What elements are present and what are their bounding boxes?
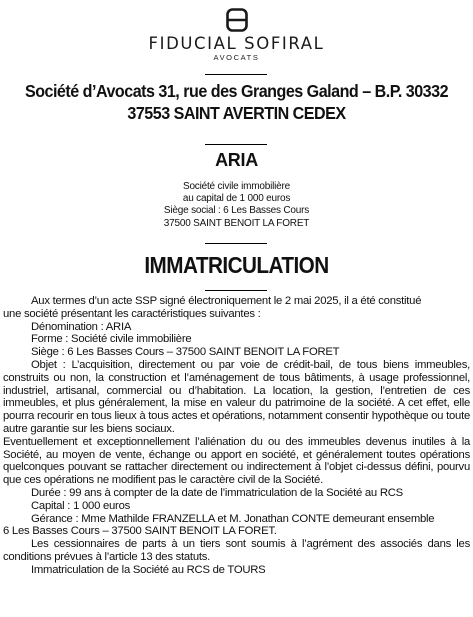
divider bbox=[205, 74, 267, 75]
company-capital: au capital de 1 000 euros bbox=[182, 193, 291, 205]
divider bbox=[205, 144, 267, 145]
notice-objet: Objet : L’acquisition, directement ou par voie de crédit-bail, de tous biens immeubles, construits ou non, la construction et l’aménagement de tous bâtiments, à usage professionnel, industriel, artisanal, commercial ou d’habitation. La location, la gestion, l’entretien de ces immeubles, et plus généralement, la mise en valeur du patrimoine de la société. A cet effet, elle pourra recourir en tous lieux à tous actes et opérations, notamment consentir hypothèque ou toute autre garantie sur les biens sociaux. bbox=[3, 358, 470, 435]
notice-immatriculation: Immatriculation de la Société au RCS de TOURS bbox=[31, 563, 266, 576]
divider bbox=[205, 243, 267, 244]
firm-logo bbox=[0, 8, 473, 62]
notice-title: IMMATRICULATION bbox=[144, 252, 329, 278]
notice-gerance-cont: 6 Les Basses Cours – 37500 SAINT BENOIT LA FORET. bbox=[3, 525, 277, 538]
notice-gerance: Gérance : Mme Mathilde FRANZELLA et M. Jonathan CONTE demeurant ensemble bbox=[31, 512, 435, 525]
divider bbox=[205, 290, 267, 291]
address-line: 37553 SAINT AVERTIN CEDEX bbox=[127, 103, 346, 123]
notice-body bbox=[3, 295, 470, 577]
notice-intro: Aux termes d’un acte SSP signé électroniquement le 2 mai 2025, il a été constitué bbox=[31, 295, 422, 307]
company-details bbox=[0, 181, 473, 230]
notice-forme: Forme : Société civile immobilière bbox=[31, 333, 192, 346]
firm-name: FIDUCIAL SOFIRAL bbox=[148, 34, 325, 53]
address-line: Société d’Avocats 31, rue des Granges Galand – B.P. 30332 bbox=[24, 81, 449, 101]
notice-siege: Siège : 6 Les Basses Cours – 37500 SAINT BENOIT LA FORET bbox=[31, 346, 340, 359]
notice-denomination: Dénomination : ARIA bbox=[31, 320, 132, 333]
company-form: Société civile immobilière bbox=[182, 181, 291, 192]
notice-objet-cont: Eventuellement et exceptionnellement l’aliénation du ou des immeubles devenus inutiles à la Société, au moyen de vente, échange ou apport en société, et généralement toutes opérations quelconques pouvant se rattacher directement ou indirectement à l’objet ci-dessus défini, pourvu que ces opérations ne modifient pas le caractère civil de la Société. bbox=[3, 435, 470, 487]
notice-capital: Capital : 1 000 euros bbox=[31, 499, 130, 512]
company-seat: Siège social : 6 Les Basses Cours bbox=[163, 205, 310, 217]
notice-cessions: Les cessionnaires de parts à un tiers sont soumis à l’agrément des associés dans les conditions prévues à l’article 13 des statuts. bbox=[3, 538, 470, 563]
notice-duree: Durée : 99 ans à compter de la date de l’immatriculation de la Société au RCS bbox=[31, 486, 403, 499]
firm-address bbox=[19, 80, 454, 124]
fiducial-logo-icon bbox=[226, 8, 248, 32]
firm-subtitle: AVOCATS bbox=[213, 53, 260, 62]
company-name: ARIA bbox=[215, 150, 258, 170]
company-city: 37500 SAINT BENOIT LA FORET bbox=[163, 217, 310, 229]
notice-intro-cont: une société présentant les caractéristiques suivantes : bbox=[3, 307, 261, 320]
